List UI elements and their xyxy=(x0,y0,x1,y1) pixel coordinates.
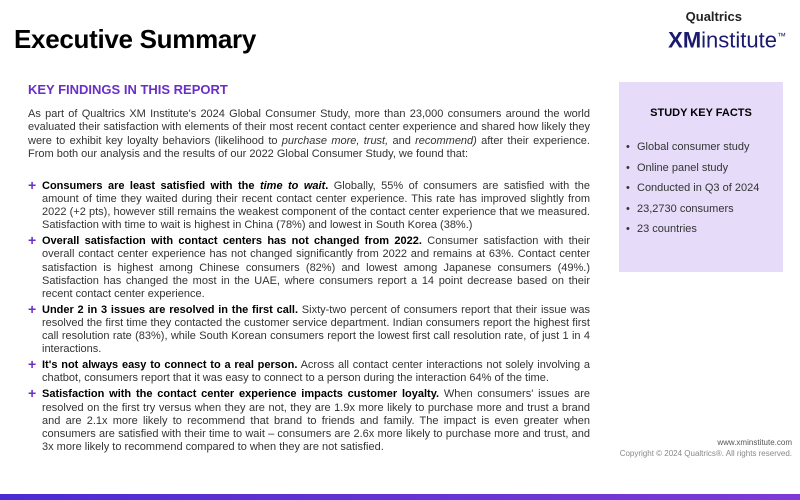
findings-heading: KEY FINDINGS IN THIS REPORT xyxy=(28,82,228,97)
finding-bold-end: . xyxy=(325,180,329,192)
study-key-facts-panel xyxy=(619,82,783,272)
finding-text: Across all contact center interactions not solely involving a chatbot, consumers report that it was easy to connect to a person during the interaction 64% of the time. xyxy=(42,359,590,385)
plus-icon: + xyxy=(28,300,37,317)
fact-item: • 23 countries xyxy=(619,219,783,240)
finding-text: Consumer satisfaction with their overall contact center experience has not changed significantly from 2022 and remains at 63%. Contact center satisfaction is highest among Chinese consumers (82%) and lowest among Japanese consumers (49%.) Satisfaction has changed the most in the UAE, where consumers report a 14 point decrease based on their recent contact center experience. xyxy=(42,235,590,300)
findings-list xyxy=(28,177,590,457)
footer-site-link[interactable]: www.xminstitute.com xyxy=(717,438,792,447)
finding-item xyxy=(28,356,590,385)
plus-icon: + xyxy=(28,177,37,193)
finding-bold: Satisfaction with the contact center experience impacts customer loyalty. xyxy=(42,388,440,401)
finding-bold: Overall satisfaction with contact centers has not changed from 2022. xyxy=(42,235,422,248)
intro-text-2: and xyxy=(388,134,416,147)
logo-institute: institute xyxy=(701,27,777,53)
fact-item: • 23,2730 consumers xyxy=(619,199,783,220)
bottom-accent-bar xyxy=(0,494,800,500)
finding-bold: It's not always easy to connect to a real person. xyxy=(42,359,298,372)
plus-icon: + xyxy=(28,385,37,402)
facts-title: STUDY KEY FACTS xyxy=(650,107,752,119)
intro-text-3: after their experience. From both our analysis and the results of our 2022 Global Consumer Study, we found that: xyxy=(28,134,590,161)
plus-icon: + xyxy=(28,232,37,249)
fact-item: • Conducted in Q3 of 2024 xyxy=(619,178,783,199)
logo-xm: XM xyxy=(668,27,702,53)
finding-item xyxy=(28,300,590,356)
finding-text: When consumers' issues are resolved on the first try versus when they are not, they are 1.9x more likely to purchase more and trust a brand and are 2.1x more likely to recommend that brand to friends and family. The impact is even greater when consumers are satisfied with their time to wait – consumers are 2.6x more likely to purchase more and trust, and 3x more likely to recommend compared to when they are not satisfied. xyxy=(42,388,590,453)
finding-bold: Under 2 in 3 issues are resolved in the first call. xyxy=(42,303,299,316)
finding-text: Sixty-two percent of consumers report that their issue was resolved the first time they contacted the customer service department. Indian consumers report the highest first call resolution rate (83%), while South Korean consumers report the lowest first call resolution rate, of just 1 in 4 interactions. xyxy=(42,303,590,356)
xm-institute-logo xyxy=(668,10,786,52)
fact-item: • Online panel study xyxy=(619,158,783,179)
finding-bold-italic: time to wait xyxy=(259,180,326,192)
logo-qualtrics-text: Qualtrics xyxy=(685,9,742,24)
facts-list xyxy=(619,137,783,240)
plus-icon: + xyxy=(28,356,37,373)
finding-item xyxy=(28,232,590,300)
intro-italic-2: recommend) xyxy=(415,134,477,147)
intro-paragraph xyxy=(28,108,590,162)
logo-trademark: ™ xyxy=(777,31,786,41)
finding-item xyxy=(28,385,590,453)
fact-item: • Global consumer study xyxy=(619,137,783,158)
finding-text: Globally, 55% of consumers are satisfied with the amount of time they waited during their recent contact center experience. This rate has improved slightly from 2022 (+2 pts), however still remains the weakest component of the contact center experience that we measured. Satisfaction with time to wait is highest in China (78%) and lowest in South Korea (38%.) xyxy=(42,180,590,232)
logo-main-text xyxy=(668,24,786,52)
footer xyxy=(620,437,792,459)
intro-italic-1: purchase more, trust, xyxy=(281,134,389,147)
page-title: Executive Summary xyxy=(14,24,257,54)
footer-copyright: Copyright © 2024 Qualtrics®. All rights reserved. xyxy=(619,449,792,458)
finding-item xyxy=(28,177,590,232)
finding-bold: Consumers are least satisfied with the xyxy=(42,180,260,192)
intro-text-1: As part of Qualtrics XM Institute's 2024 Global Consumer Study, more than 23,000 consumers around the world evaluated their satisfaction with elements of their most recent contact center experience and shared how likely they were to exhibit key loyalty behaviors (likelihood to xyxy=(28,108,590,147)
